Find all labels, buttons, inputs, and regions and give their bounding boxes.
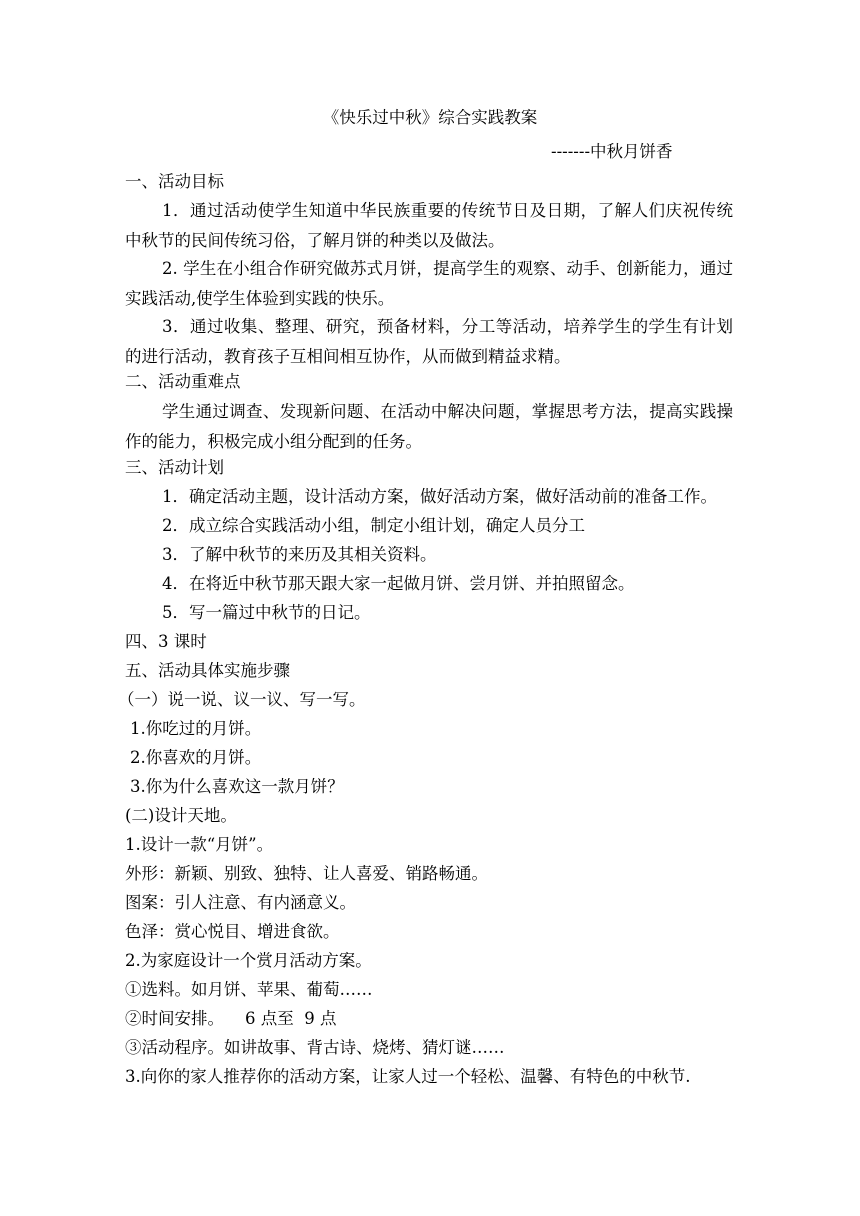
- design-line: 1.设计一款“月饼”。: [125, 835, 274, 854]
- subsection-heading-design: (二)设计天地。: [125, 806, 237, 825]
- goal-paragraph-1: 1．通过活动使学生知道中华民族重要的传统节日及日期，了解人们庆祝传统中秋节的民间传统习俗，了解月饼的种类以及做法。: [125, 201, 733, 250]
- subsection-heading-discuss: （一）说一说、议一议、写一写。: [118, 690, 366, 709]
- design-line: 外形：新颖、别致、独特、让人喜爱、销路畅通。: [125, 864, 488, 883]
- section-heading-difficulties: 二、活动重难点: [125, 372, 241, 391]
- document-subtitle: -------中秋月饼香: [551, 142, 673, 161]
- plan-item: 1．确定活动主题，设计活动方案，做好活动方案，做好活动前的准备工作。: [162, 487, 717, 506]
- design-line: ①选料。如月饼、苹果、葡萄……: [125, 980, 373, 999]
- design-line: ②时间安排。 6 点至 9 点: [125, 1009, 337, 1028]
- difficulties-paragraph: 学生通过调查、发现新问题、在活动中解决问题，掌握思考方法，提高实践操作的能力，积极完成小组分配到的任务。: [125, 402, 733, 451]
- discuss-item: 1.你吃过的月饼。: [130, 719, 262, 738]
- plan-item: 4．在将近中秋节那天跟大家一起做月饼、尝月饼、并拍照留念。: [162, 574, 635, 593]
- design-line: 图案：引人注意、有内涵意义。: [125, 893, 356, 912]
- discuss-item: 3.你为什么喜欢这一款月饼？: [130, 777, 344, 796]
- section-heading-plan: 三、活动计划: [125, 458, 224, 477]
- section-heading-hours: 四、3 课时: [125, 632, 207, 651]
- design-line: 色泽：赏心悦目、增进食欲。: [125, 922, 340, 941]
- section-heading-steps: 五、活动具体实施步骤: [125, 661, 290, 680]
- discuss-item: 2.你喜欢的月饼。: [130, 748, 262, 767]
- design-line: 3.向你的家人推荐你的活动方案，让家人过一个轻松、温馨、有特色的中秋节.: [125, 1067, 691, 1086]
- document-title: 《快乐过中秋》综合实践教案: [322, 108, 538, 127]
- design-line: ③活动程序。如讲故事、背古诗、烧烤、猜灯谜……: [125, 1038, 505, 1057]
- section-heading-goals: 一、活动目标: [125, 172, 224, 191]
- goal-paragraph-3: 3．通过收集、整理、研究，预备材料，分工等活动，培养学生的学生有计划的进行活动，教育孩子互相间相互协作，从而做到精益求精。: [125, 317, 733, 366]
- design-line: 2.为家庭设计一个赏月活动方案。: [125, 951, 372, 970]
- plan-item: 3．了解中秋节的来历及其相关资料。: [162, 545, 437, 564]
- plan-item: 5．写一篇过中秋节的日记。: [162, 603, 371, 622]
- goal-paragraph-2: 2. 学生在小组合作研究做苏式月饼，提高学生的观察、动手、创新能力，通过实践活动,使学生体验到实践的快乐。: [125, 259, 733, 308]
- plan-item: 2．成立综合实践活动小组，制定小组计划，确定人员分工: [162, 516, 585, 535]
